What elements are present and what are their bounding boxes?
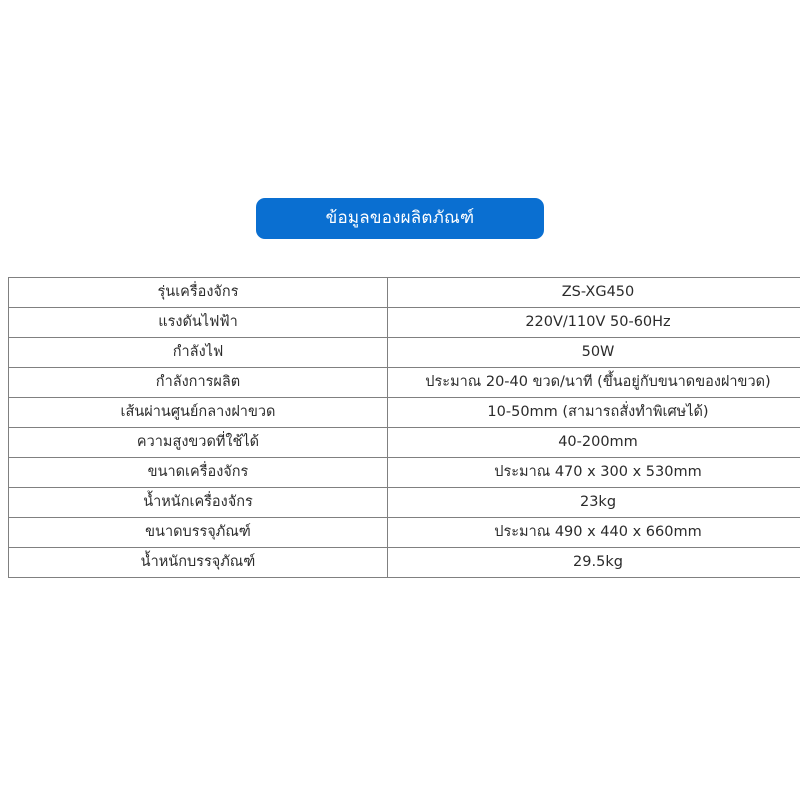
table-row [9, 368, 800, 398]
spec-label: กำลังการผลิต [9, 368, 388, 398]
table-row [9, 308, 800, 338]
spec-value: ประมาณ 490 x 440 x 660mm [388, 518, 800, 548]
spec-label: น้ำหนักบรรจุภัณฑ์ [9, 548, 388, 578]
spec-label: แรงดันไฟฟ้า [9, 308, 388, 338]
spec-value: 220V/110V 50-60Hz [388, 308, 800, 338]
page-header [0, 198, 800, 239]
table-row [9, 428, 800, 458]
table-row [9, 488, 800, 518]
spec-label: เส้นผ่านศูนย์กลางฝาขวด [9, 398, 388, 428]
spec-value: ประมาณ 20-40 ขวด/นาที (ขึ้นอยู่กับขนาดของฝาขวด) [388, 368, 800, 398]
table-row [9, 338, 800, 368]
spec-value: 23kg [388, 488, 800, 518]
table-row [9, 278, 800, 308]
spec-label: รุ่นเครื่องจักร [9, 278, 388, 308]
table-row [9, 518, 800, 548]
page-title: ข้อมูลของผลิตภัณฑ์ [325, 208, 475, 228]
spec-value: 29.5kg [388, 548, 800, 578]
spec-label: น้ำหนักเครื่องจักร [9, 488, 388, 518]
spec-value: ประมาณ 470 x 300 x 530mm [388, 458, 800, 488]
table-row [9, 458, 800, 488]
spec-value: 40-200mm [388, 428, 800, 458]
spec-label: ขนาดบรรจุภัณฑ์ [9, 518, 388, 548]
specification-table-body [9, 278, 800, 578]
product-info-banner [256, 198, 544, 239]
spec-value: ZS-XG450 [388, 278, 800, 308]
spec-label: ขนาดเครื่องจักร [9, 458, 388, 488]
spec-label: ความสูงขวดที่ใช้ได้ [9, 428, 388, 458]
spec-label: กำลังไฟ [9, 338, 388, 368]
spec-value: 50W [388, 338, 800, 368]
specification-table [8, 277, 800, 578]
table-row [9, 398, 800, 428]
spec-value: 10-50mm (สามารถสั่งทำพิเศษได้) [388, 398, 800, 428]
table-row [9, 548, 800, 578]
